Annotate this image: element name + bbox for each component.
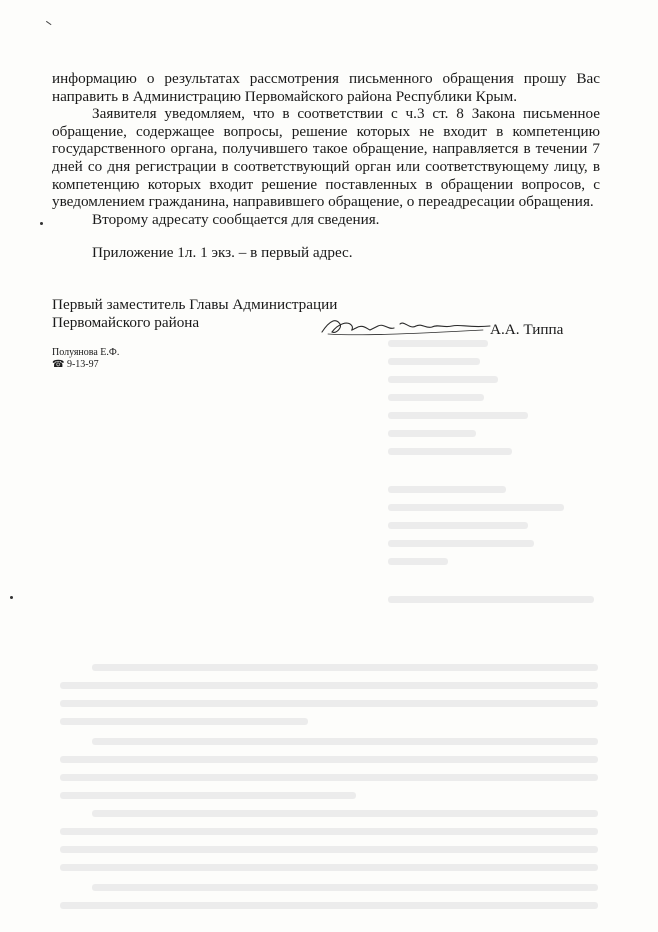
executor-phone: 9-13-97 [66,359,99,370]
signer-name: А.А. Типпа [490,321,564,338]
signer-position-continued: Первомайского района [52,313,200,331]
scan-mark [43,21,52,30]
executor-phone-line [52,359,119,371]
letter-body [52,70,600,262]
letter-paragraph: Второму адресату сообщается для сведения. [92,210,380,228]
attachment-line: Приложение 1л. 1 экз. – в первый адрес. [92,244,353,262]
telephone-icon: ☎ [52,359,65,370]
handwritten-signature [318,314,493,340]
executor-name: Полуянова Е.Ф. [52,347,120,358]
signer-position: Первый заместитель Главы Администрации [52,296,338,313]
scan-dot [40,222,43,225]
scan-dot [10,596,13,599]
letter-paragraph: информацию о результатах рассмотрения письменного обращения прошу Вас направить в Администрацию Первомайского района Республики Крым. [52,70,600,105]
executor-info [52,347,119,371]
letter-paragraph: Заявителя уведомляем, что в соответствии с ч.3 ст. 8 Закона письменное обращение, содержащее вопросы, решение которых не входит в компетенцию государственного органа, получившего такое обращение, направляется в течении 7 дней со дня регистрации в соответствующий орган или соответствующему лицу, в компетенцию которых входит решение поставленных в обращении вопросов, с уведомлением гражданина, направившего обращение, о переадресации обращения. [52,105,600,211]
